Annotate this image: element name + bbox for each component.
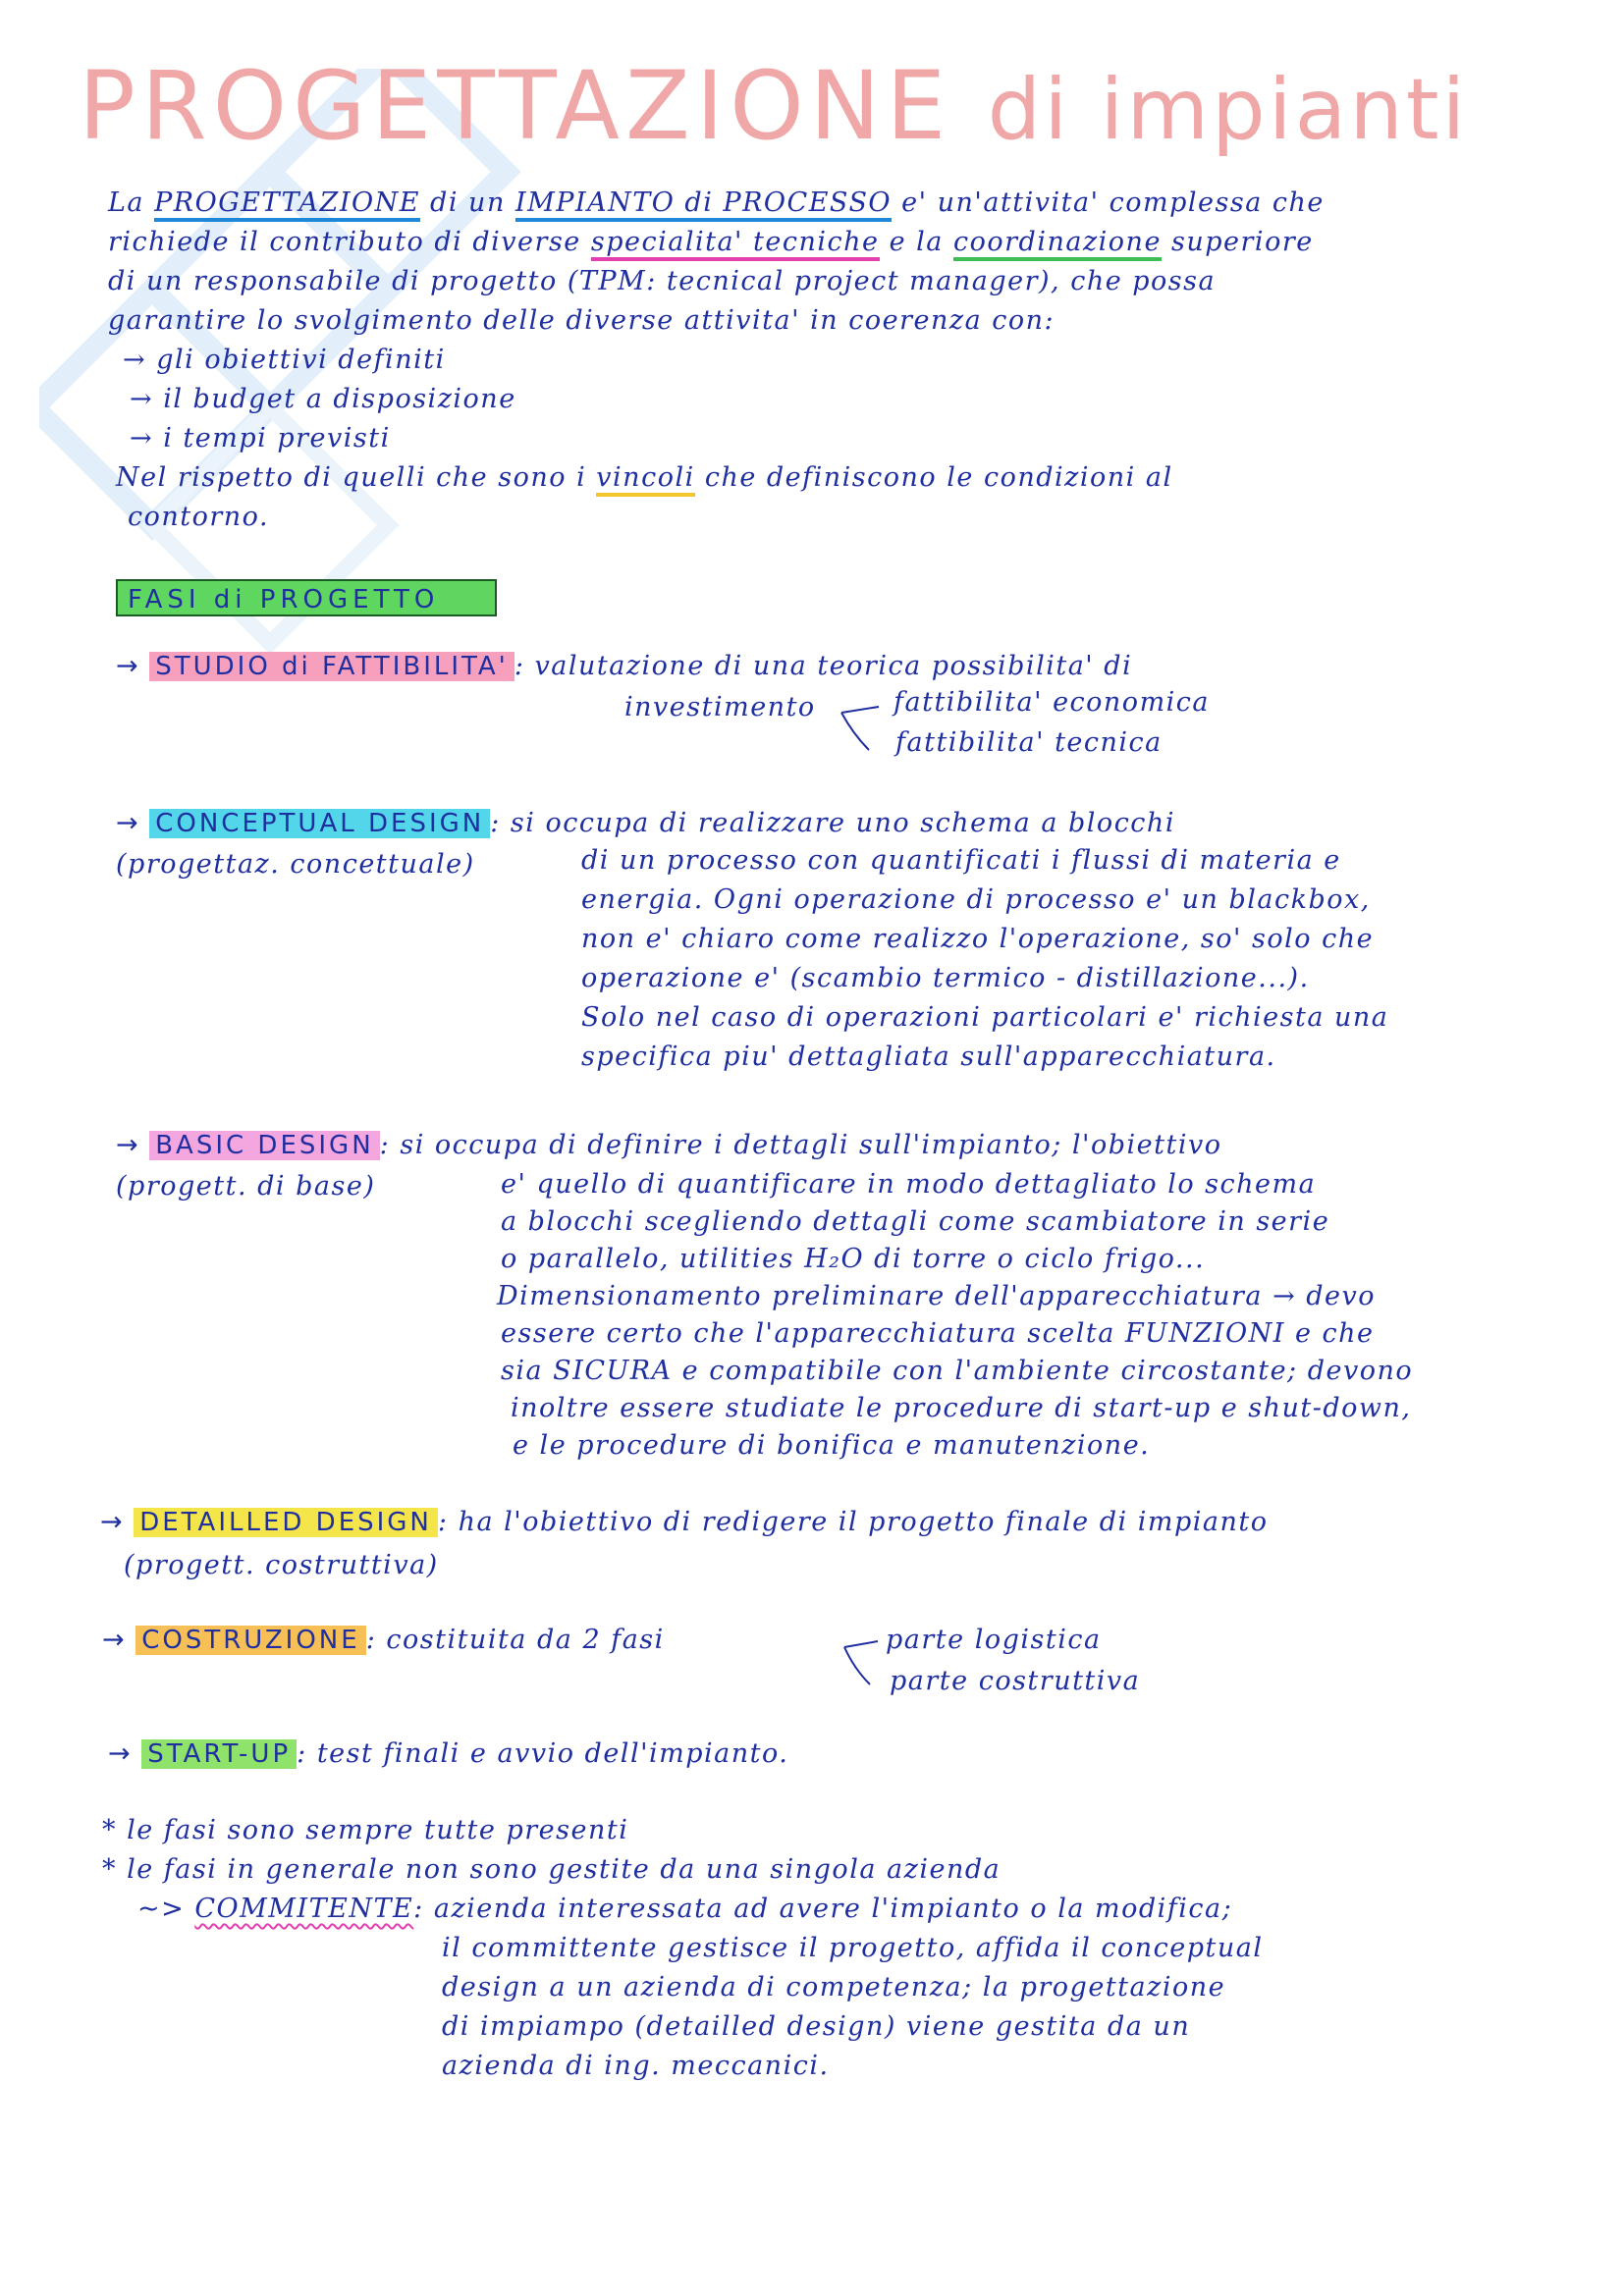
phase-basic-line-8: inoltre essere studiate le procedure di start-up e shut-down, <box>511 1393 1412 1423</box>
phase-studio <box>116 648 1132 685</box>
phase-basic-text: : si occupa di definire i dettagli sull'impianto; l'obiettivo <box>379 1130 1222 1160</box>
intro-bullet-1: → gli obiettivi definiti <box>123 345 446 375</box>
branch-icon <box>842 1629 892 1698</box>
phase-studio-branch-1: fattibilita' economica <box>893 687 1211 718</box>
phase-costruzione-branch-1: parte logistica <box>886 1625 1102 1655</box>
keyword-vincoli: vincoli <box>596 462 694 497</box>
intro-text: e' un'attivita' complessa che <box>892 187 1325 218</box>
commitente-line-3: design a un azienda di competenza; la progettazione <box>442 1972 1226 2002</box>
phase-basic-line-6: essere certo che l'apparecchiatura scelta FUNZIONI e che <box>501 1318 1375 1349</box>
phase-studio-branch-2: fattibilita' tecnica <box>895 727 1163 758</box>
intro-text: di un <box>419 187 515 218</box>
phase-conceptual-label: CONCEPTUAL DESIGN <box>149 809 490 838</box>
arrow-icon: → <box>116 808 140 838</box>
phase-costruzione <box>102 1622 665 1659</box>
phase-conceptual <box>116 805 1175 842</box>
commitente-line-5: azienda di ing. meccanici. <box>442 2051 830 2081</box>
keyword-specialita: specialita' tecniche <box>591 227 880 261</box>
phase-basic-line-5: Dimensionamento preliminare dell'apparecchiatura → devo <box>497 1281 1377 1311</box>
intro-line-5 <box>116 459 1173 497</box>
title-sub: di impianti <box>987 61 1469 159</box>
phase-basic-line-3: a blocchi scegliendo dettagli come scambiatore in serie <box>501 1206 1330 1237</box>
keyword-impianto: IMPIANTO di PROCESSO <box>515 187 892 222</box>
phases-heading: FASI di PROGETTO <box>116 579 497 616</box>
intro-text: La <box>108 187 155 218</box>
intro-text: richiede il contributo di diverse <box>108 227 591 257</box>
commitente-line-2: il committente gestisce il progetto, affida il conceptual <box>442 1933 1264 1963</box>
phase-conceptual-line-4: non e' chiaro come realizzo l'operazione, so' solo che <box>581 924 1375 954</box>
phase-conceptual-line-7: specifica piu' dettagliata sull'apparecchiatura. <box>581 1041 1276 1072</box>
phase-studio-label: STUDIO di FATTIBILITA' <box>149 652 514 681</box>
wavy-arrow-icon: ~> <box>137 1894 186 1924</box>
phase-conceptual-sub: (progettaz. concettuale) <box>116 849 475 880</box>
phase-conceptual-text: : si occupa di realizzare uno schema a blocchi <box>490 808 1175 838</box>
phase-basic-sub: (progett. di base) <box>116 1171 376 1201</box>
arrow-icon: → <box>102 1625 127 1655</box>
phase-basic-line-4: o parallelo, utilities H₂O di torre o ciclo frigo... <box>501 1244 1206 1274</box>
phase-conceptual-line-3: energia. Ogni operazione di processo e' un blackbox, <box>581 884 1371 915</box>
intro-text: Nel rispetto di quelli che sono i <box>116 462 597 493</box>
intro-line-2 <box>108 224 1314 261</box>
intro-line-4: garantire lo svolgimento delle diverse attivita' in coerenza con: <box>108 305 1056 336</box>
phase-basic-label: BASIC DESIGN <box>149 1131 379 1160</box>
phase-costruzione-label: COSTRUZIONE <box>135 1626 365 1655</box>
phase-studio-line-2: investimento <box>624 692 816 722</box>
page-title <box>79 51 1468 161</box>
intro-bullet-3: → i tempi previsti <box>130 423 391 454</box>
intro-line-6: contorno. <box>128 502 270 532</box>
phase-startup <box>108 1735 788 1773</box>
phase-costruzione-text: : costituita da 2 fasi <box>365 1625 665 1655</box>
intro-line-1 <box>108 185 1325 222</box>
phase-costruzione-branch-2: parte costruttiva <box>890 1666 1141 1696</box>
arrow-icon: → <box>100 1507 125 1537</box>
phase-basic-line-2: e' quello di quantificare in modo dettagliato lo schema <box>501 1169 1317 1200</box>
intro-text: superiore <box>1161 227 1314 257</box>
phase-detailed-sub: (progett. costruttiva) <box>124 1550 439 1580</box>
arrow-icon: → <box>116 651 140 681</box>
phase-conceptual-line-6: Solo nel caso di operazioni particolari e' richiesta una <box>581 1002 1389 1033</box>
phase-startup-text: : test finali e avvio dell'impianto. <box>297 1738 789 1769</box>
intro-line-3: di un responsabile di progetto (TPM: tecnical project manager), che possa <box>108 266 1217 296</box>
phase-startup-label: START-UP <box>141 1739 297 1769</box>
branch-icon <box>839 695 898 764</box>
phase-basic <box>116 1127 1221 1164</box>
intro-text: e la <box>879 227 953 257</box>
commitente-line <box>137 1891 1232 1928</box>
phase-conceptual-line-5: operazione e' (scambio termico - distillazione...). <box>581 963 1310 993</box>
keyword-commitente: COMMITENTE <box>194 1894 414 1924</box>
phase-conceptual-line-2: di un processo con quantificati i flussi di materia e <box>581 845 1341 876</box>
commitente-text: : azienda interessata ad avere l'impianto o la modifica; <box>413 1894 1233 1924</box>
arrow-icon: → <box>108 1738 133 1769</box>
keyword-progettazione: PROGETTAZIONE <box>154 187 420 222</box>
phase-detailed <box>100 1504 1268 1541</box>
phase-detailed-label: DETAILLED DESIGN <box>134 1508 438 1537</box>
note-2: * le fasi in generale non sono gestite da una singola azienda <box>102 1854 1001 1885</box>
keyword-coordinazione: coordinazione <box>953 227 1162 261</box>
note-1: * le fasi sono sempre tutte presenti <box>102 1815 629 1845</box>
phase-detailed-text: : ha l'obiettivo di redigere il progetto finale di impianto <box>437 1507 1269 1537</box>
phase-studio-text: : valutazione di una teorica possibilita' di <box>514 651 1133 681</box>
title-main: PROGETTAZIONE <box>79 51 952 161</box>
commitente-line-4: di impiampo (detailled design) viene gestita da un <box>442 2011 1191 2042</box>
intro-bullet-2: → il budget a disposizione <box>130 384 516 414</box>
arrow-icon: → <box>116 1130 140 1160</box>
phase-basic-line-9: e le procedure di bonifica e manutenzione. <box>513 1430 1151 1461</box>
phase-basic-line-7: sia SICURA e compatibile con l'ambiente circostante; devono <box>501 1356 1414 1386</box>
intro-text: che definiscono le condizioni al <box>694 462 1173 493</box>
